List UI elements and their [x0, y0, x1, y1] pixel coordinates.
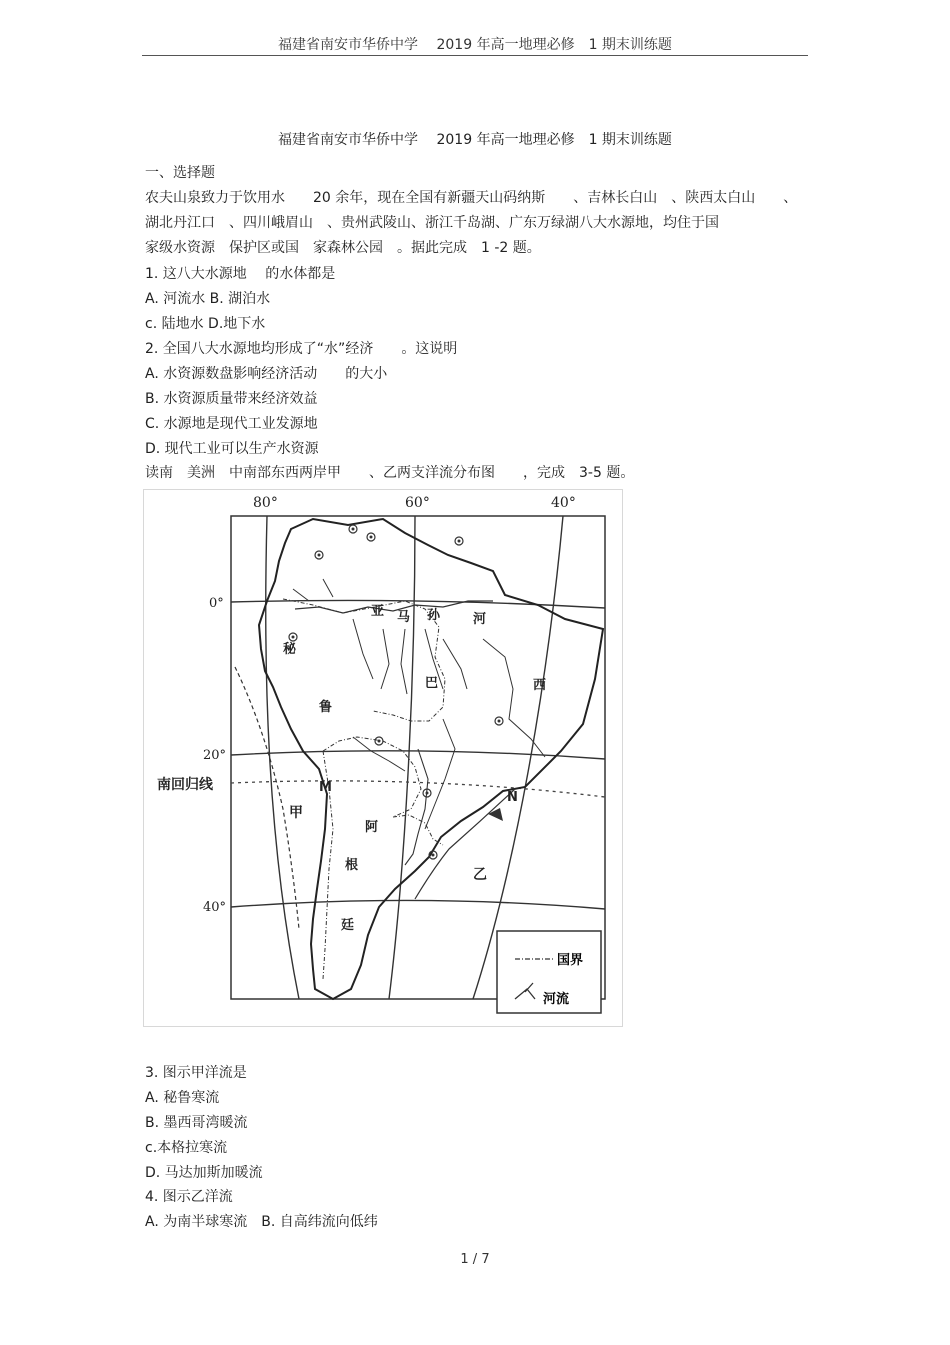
lat-label-40: 40° [203, 900, 227, 915]
place-ting: 廷 [341, 918, 355, 933]
legend-border-label: 国界 [557, 953, 584, 968]
map-legend [497, 931, 601, 1013]
question-2-stem: 2. 全国八大水源地均形成了“水”经济 。这说明 [145, 341, 458, 357]
page-header: 福建省南安市华侨中学 2019 年高一地理必修 1 期末训练题 [278, 37, 672, 53]
place-ya: 亚 [371, 604, 385, 619]
place-gen: 根 [345, 858, 359, 873]
question-3-option-b: B. 墨西哥湾暖流 [145, 1115, 248, 1131]
section-heading: 一、选择题 [145, 165, 215, 181]
legend-river-label: 河流 [543, 992, 570, 1007]
lon-label-40: 40° [551, 495, 576, 511]
place-xi: 西 [533, 678, 547, 693]
lat-label-20: 20° [203, 748, 227, 763]
place-ma: 马 [397, 610, 411, 625]
question-4-stem: 4. 图示乙洋流 [145, 1189, 233, 1205]
question-1-options-cd: c. 陆地水 D.地下水 [145, 316, 266, 332]
intro-line-1: 农夫山泉致力于饮用水 20 余年，现在全国有新疆天山码纳斯 、吉林长白山 、陕西太白山 、 [145, 190, 798, 206]
place-he: 河 [473, 612, 487, 627]
place-sun: 孙 [427, 608, 441, 623]
south-america-map [143, 489, 623, 1027]
place-a: 阿 [365, 820, 379, 835]
question-2-option-b: B. 水资源质量带来经济效益 [145, 391, 318, 407]
tropic-label: 南回归线 [157, 777, 213, 793]
question-1-options-ab: A. 河流水 B. 湖泊水 [145, 291, 271, 307]
question-3-option-d: D. 马达加斯加暖流 [145, 1165, 263, 1181]
question-2-option-a: A. 水资源数盘影响经济活动 的大小 [145, 366, 388, 382]
place-mi: 秘 [283, 642, 297, 657]
lat-label-0: 0° [209, 596, 224, 611]
question-3-stem: 3. 图示甲洋流是 [145, 1065, 247, 1081]
current-jia-label: 甲 [289, 805, 303, 821]
question-4-options-ab: A. 为南半球寒流 B. 自高纬流向低纬 [145, 1214, 378, 1230]
page-number: 1 / 7 [460, 1252, 490, 1267]
current-yi-label: 乙 [473, 867, 487, 883]
lon-label-80: 80° [253, 495, 278, 511]
question-3-option-c: c.本格拉寒流 [145, 1140, 228, 1156]
point-n-label: N [507, 790, 518, 805]
lon-label-60: 60° [405, 495, 430, 511]
question-2-option-c: C. 水源地是现代工业发源地 [145, 416, 318, 432]
question-1-stem: 1. 这八大水源地 的水体都是 [145, 266, 336, 282]
place-lu: 鲁 [319, 700, 333, 715]
intro-line-3: 家级水资源 保护区或国 家森林公园 。据此完成 1 -2 题。 [145, 240, 541, 256]
point-m-label: M [319, 780, 332, 795]
header-divider [142, 55, 808, 56]
map-intro: 读南 美洲 中南部东西两岸甲 、乙两支洋流分布图 ，完成 3-5 题。 [145, 465, 635, 481]
document-title: 福建省南安市华侨中学 2019 年高一地理必修 1 期末训练题 [278, 132, 672, 148]
intro-line-2: 湖北丹江口 、四川峨眉山 、贵州武陵山、浙江千岛湖、广东万绿湖八大水源地，均住于国 [145, 215, 719, 231]
question-3-option-a: A. 秘鲁寒流 [145, 1090, 220, 1106]
question-2-option-d: D. 现代工业可以生产水资源 [145, 441, 319, 457]
place-ba: 巴 [425, 676, 439, 691]
